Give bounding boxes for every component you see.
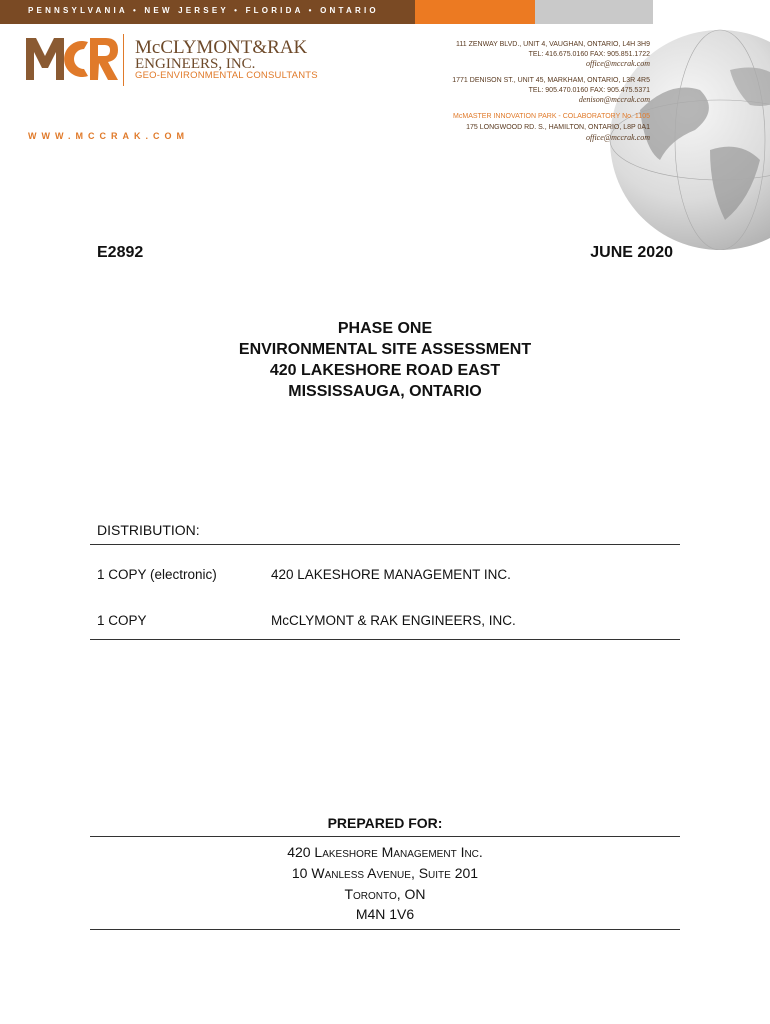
client-address: 10 Wanless Avenue, Suite 201 xyxy=(291,865,479,881)
address-line: 175 LONGWOOD RD. S., HAMILTON, ONTARIO, L8P 0A1 xyxy=(466,124,650,131)
address-line: 111 ZENWAY BLVD., UNIT 4, VAUGHAN, ONTARIO, L4H 3H9 xyxy=(456,41,650,48)
distribution-label: DISTRIBUTION: xyxy=(97,522,200,538)
distribution-copies: 1 COPY xyxy=(97,613,147,628)
divider xyxy=(90,639,680,640)
address-email: office@mccrak.com xyxy=(586,133,650,142)
header-banner-orange xyxy=(415,0,535,24)
divider xyxy=(90,544,680,545)
report-reference: E2892 xyxy=(97,244,144,261)
distribution-recipient: McCLYMONT & RAK ENGINEERS, INC. xyxy=(271,613,516,628)
client-city: Toronto, ON xyxy=(344,886,426,902)
client-postal-code: M4N 1V6 xyxy=(355,906,415,922)
logo-divider xyxy=(123,34,124,86)
distribution-recipient: 420 LAKESHORE MANAGEMENT INC. xyxy=(271,567,511,582)
report-title-line: ENVIRONMENTAL SITE ASSESSMENT xyxy=(238,341,532,358)
address-email: denison@mccrak.com xyxy=(578,95,650,104)
company-name: McCLYMONT&RAK xyxy=(135,37,308,58)
address-line: 1771 DENISON ST., UNIT 45, MARKHAM, ONTARIO, L3R 4R5 xyxy=(452,77,650,84)
report-title-line: PHASE ONE xyxy=(337,320,433,337)
office-states: PENNSYLVANIA • NEW JERSEY • FLORIDA • ONTARIO xyxy=(28,6,379,15)
divider xyxy=(90,836,680,837)
company-subtitle: ENGINEERS, INC. xyxy=(135,56,256,72)
report-title-line: MISSISSAUGA, ONTARIO xyxy=(288,383,482,400)
client-name: 420 Lakeshore Management Inc. xyxy=(287,844,483,860)
prepared-for-label: PREPARED FOR: xyxy=(327,815,443,831)
company-website: WWW.MCCRAK.COM xyxy=(28,131,189,141)
distribution-copies: 1 COPY (electronic) xyxy=(97,567,217,582)
company-tagline: GEO-ENVIRONMENTAL CONSULTANTS xyxy=(135,70,318,81)
address-email: office@mccrak.com xyxy=(586,59,650,68)
company-logo xyxy=(26,38,118,80)
address-line: TEL: 905.470.0160 FAX: 905.475.5371 xyxy=(528,87,650,94)
address-line: TEL: 416.675.0160 FAX: 905.851.1722 xyxy=(528,51,650,58)
report-date: JUNE 2020 xyxy=(590,244,673,261)
report-title-line: 420 LAKESHORE ROAD EAST xyxy=(269,362,501,379)
address-line: McMASTER INNOVATION PARK - COLABORATORY No. 1105 xyxy=(453,113,650,120)
divider xyxy=(90,929,680,930)
